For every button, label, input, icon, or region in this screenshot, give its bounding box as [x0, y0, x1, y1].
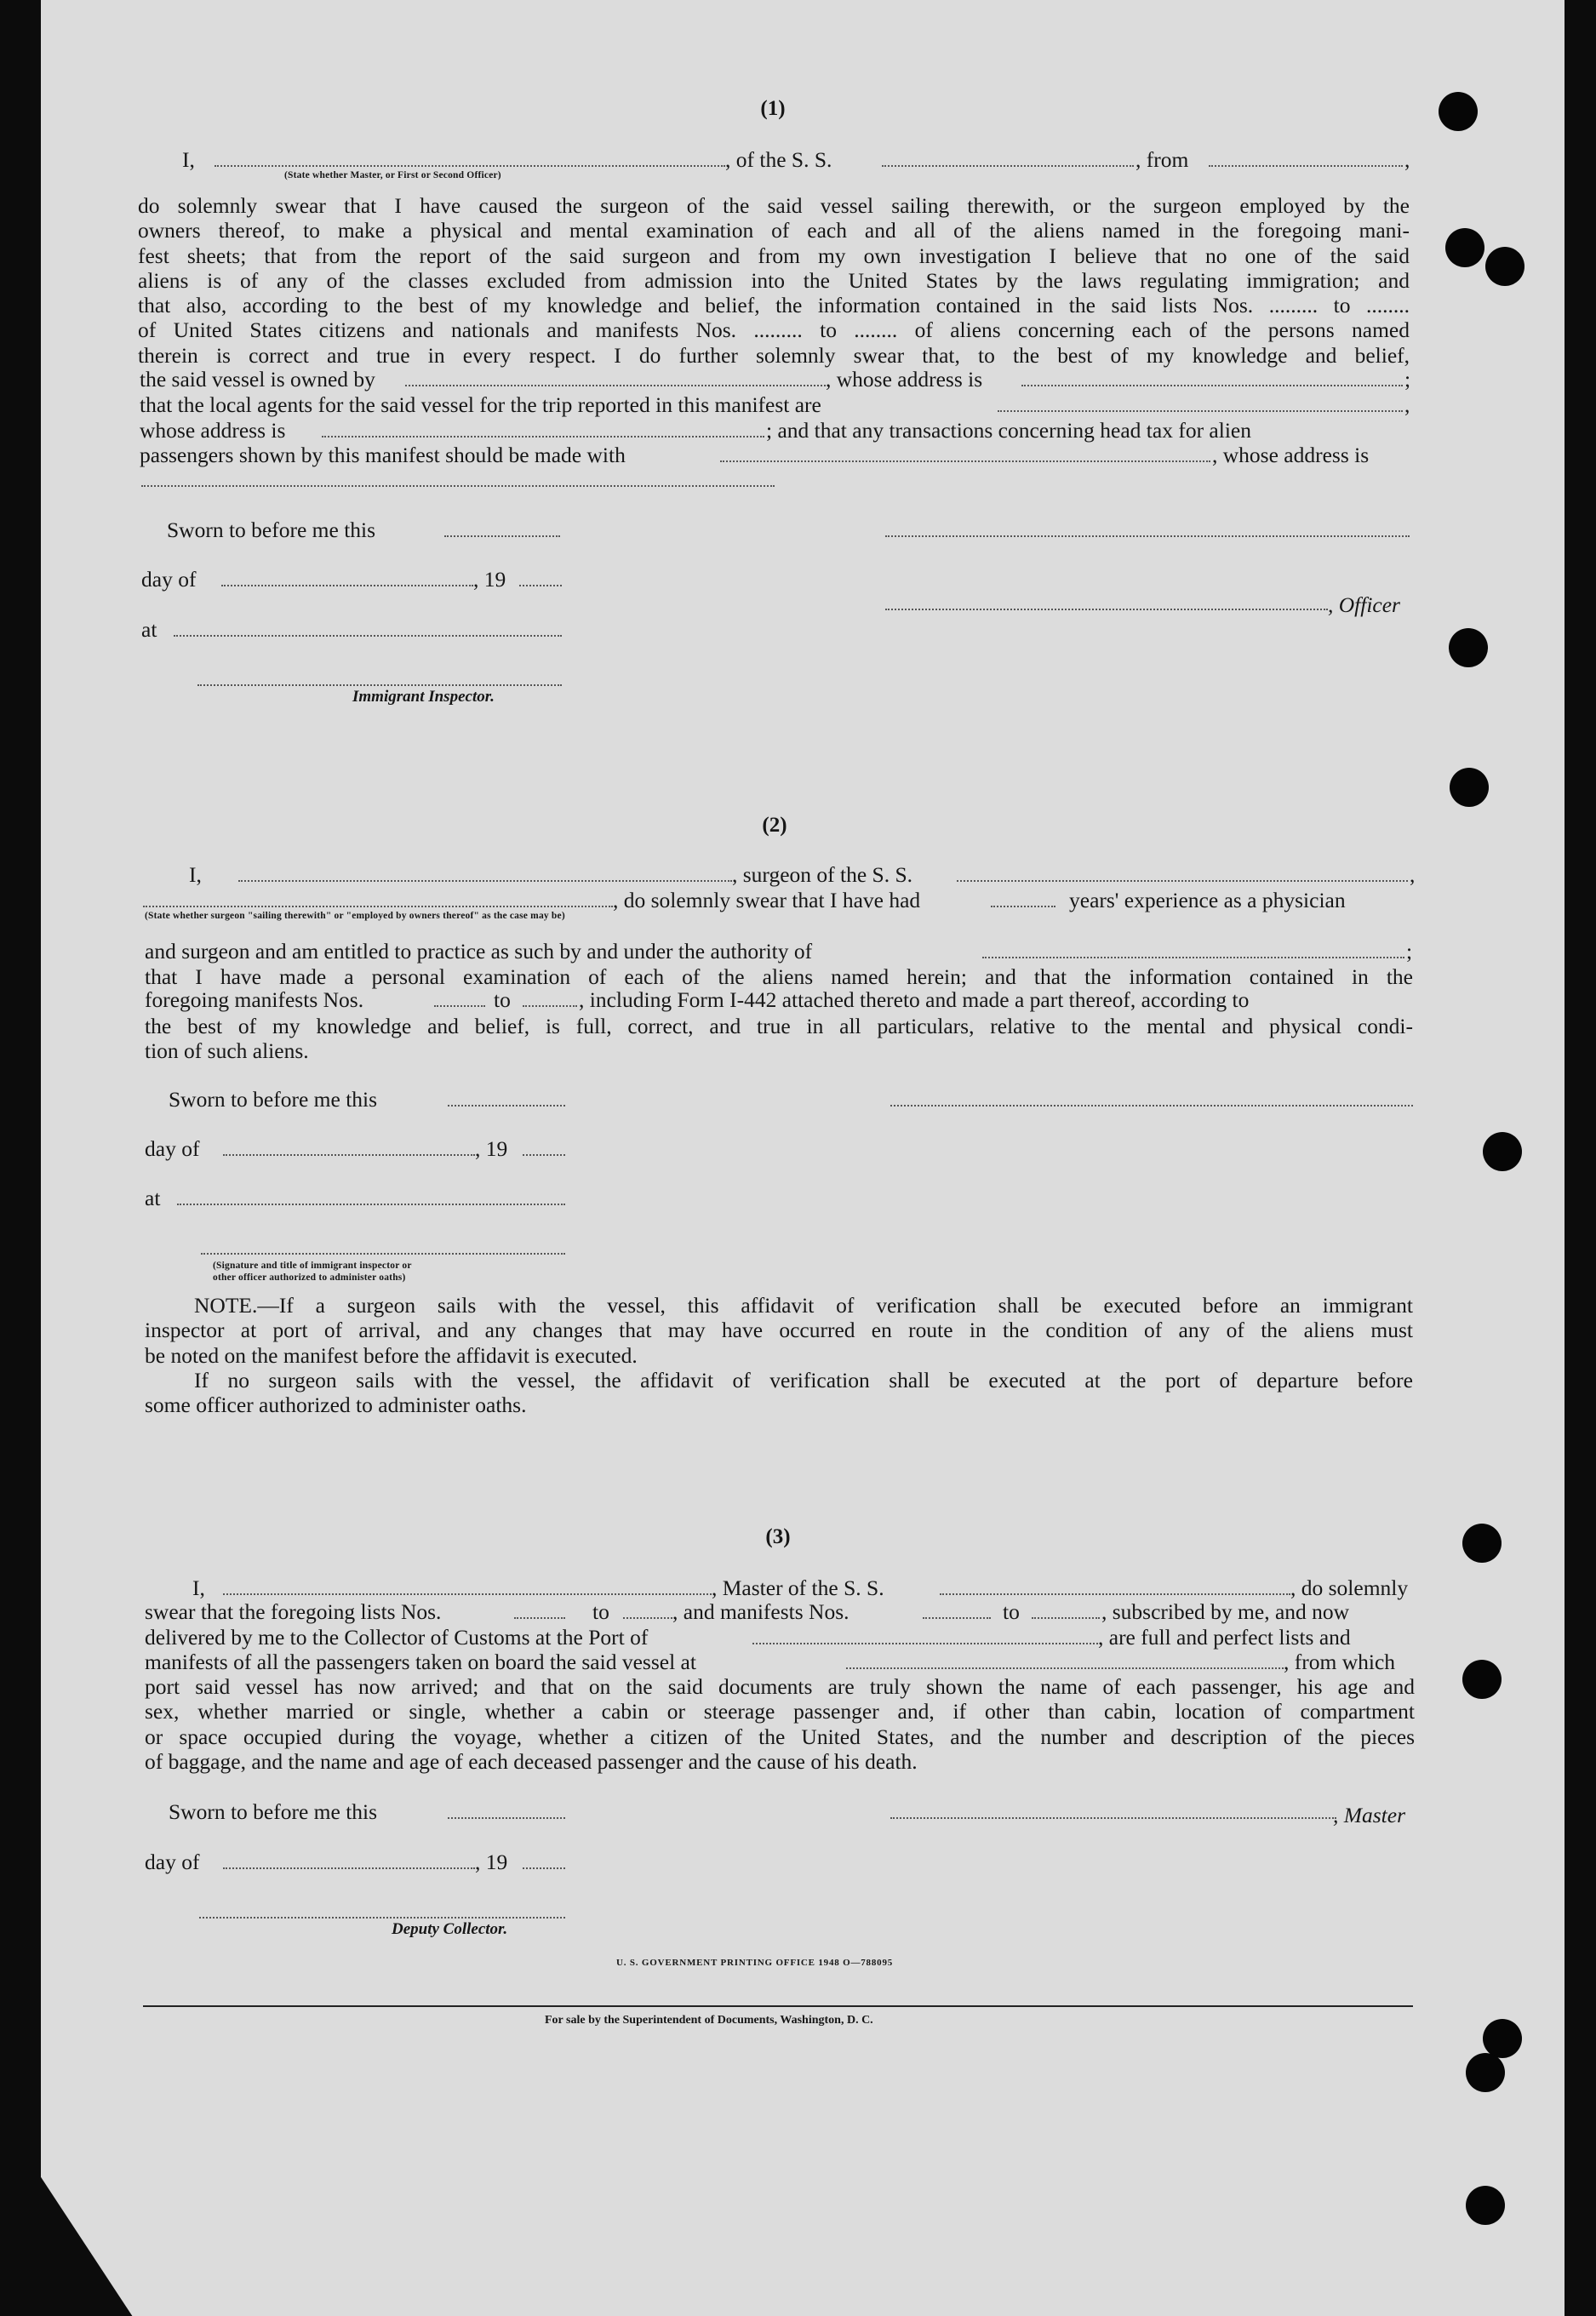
master-signature-field[interactable]: [890, 1817, 1336, 1819]
text-comma: ,: [1410, 862, 1416, 887]
punch-hole: [1485, 247, 1524, 286]
officer-caption: (State whether Master, or First or Second Officer): [284, 170, 501, 180]
text-swear-lists: swear that the foregoing lists Nos.: [145, 1599, 442, 1624]
text-of-ss: , of the S. S.: [725, 147, 832, 172]
body-line: do solemnly swear that I have caused the surgeon of the said vessel sailing therewith, or the surgeon employed by the: [138, 193, 1410, 218]
year-label: , 19: [473, 567, 506, 592]
officer-signature-line-1[interactable]: [885, 535, 1410, 537]
section-1-heading: (1): [760, 97, 786, 120]
body-line: therein is correct and true in every respect. I do further solemnly swear that, to the best of my knowledge and belief,: [138, 342, 1410, 368]
body-line: sex, whether married or single, whether a cabin or steerage passenger and, if other than cabin, location of compartment: [145, 1699, 1415, 1724]
text-do-solemnly: , do solemnly: [1290, 1575, 1409, 1600]
body-line: the best of my knowledge and belief, is full, correct, and true in all particulars, relative to the mental and physical condi-: [145, 1014, 1413, 1038]
sworn-date-field[interactable]: [448, 1817, 565, 1819]
text-to: to: [494, 987, 511, 1012]
master-name-field[interactable]: [215, 165, 725, 167]
surgeon-signature-field[interactable]: [890, 1105, 1413, 1107]
note-line: some officer authorized to administer oaths.: [145, 1392, 527, 1418]
body-line: owners thereof, to make a physical and mental examination of each and all of the aliens named in the foregoing mani-: [138, 218, 1410, 243]
body-line: of United States citizens and nationals and manifests Nos. ......... to ........ of aliens concerning each of the persons named: [138, 317, 1410, 343]
punch-hole: [1466, 2053, 1505, 2092]
year-label: , 19: [475, 1850, 508, 1874]
at-place-field[interactable]: [174, 635, 562, 637]
deputy-signature-field[interactable]: [199, 1917, 565, 1919]
printing-office-imprint: U. S. GOVERNMENT PRINTING OFFICE 1948 O—788095: [616, 1958, 894, 1968]
text-owned-by: the said vessel is owned by: [140, 367, 375, 392]
note-paragraph: [145, 1293, 1413, 1417]
text-to: to: [1003, 1599, 1020, 1624]
manifests-to-field[interactable]: [1032, 1617, 1100, 1619]
vessel-name-field[interactable]: [940, 1593, 1290, 1595]
text-i: I,: [192, 1575, 205, 1600]
text-foregoing-manifests: foregoing manifests Nos.: [145, 987, 364, 1012]
text-semicolon: ;: [1406, 939, 1413, 964]
body-line: of baggage, and the name and age of each deceased passenger and the cause of his death.: [145, 1748, 918, 1774]
signature-caption: other officer authorized to administer oaths): [213, 1272, 406, 1283]
port-field[interactable]: [752, 1643, 1098, 1644]
punch-hole: [1449, 628, 1488, 667]
master-label: , Master: [1333, 1803, 1405, 1827]
text-authority: and surgeon and am entitled to practice as such by and under the authority of: [145, 939, 813, 964]
text-whose-address: , whose address is: [826, 367, 983, 392]
body-line: that also, according to the best of my knowledge and belief, the information contained in the said lists Nos. ......... to ........: [138, 293, 1410, 318]
surgeon-name-field[interactable]: [238, 880, 732, 882]
text-manifests-all: manifests of all the passengers taken on board the said vessel at: [145, 1650, 696, 1674]
year-field[interactable]: [523, 1154, 565, 1156]
sworn-date-field[interactable]: [448, 1105, 565, 1107]
note-label: NOTE.: [194, 1293, 258, 1318]
note-line: inspector at port of arrival, and any changes that may have occurred en route in the condition of any of the aliens must: [145, 1318, 1413, 1343]
owner-field[interactable]: [405, 385, 826, 386]
sworn-label: Sworn to before me this: [167, 518, 376, 542]
footer-rule: [143, 2005, 1413, 2007]
body-line: that I have made a personal examination of each of the aliens named herein; and that the information contained in the: [145, 964, 1413, 989]
manifest-to-field[interactable]: [523, 1005, 577, 1007]
signature-caption: (Signature and title of immigrant inspector or: [213, 1261, 412, 1271]
punch-hole: [1462, 1524, 1502, 1563]
text-passengers: passengers shown by this manifest should be made with: [140, 443, 626, 467]
surgeon-status-caption: (State whether surgeon "sailing therewith" or "employed by owners thereof" as the case may be): [145, 911, 565, 921]
section-1-body: [138, 193, 1410, 368]
for-sale-notice: For sale by the Superintendent of Documents, Washington, D. C.: [545, 2014, 873, 2027]
manifest-from-field[interactable]: [434, 1005, 485, 1007]
text-comma: ,: [1404, 392, 1410, 417]
text-and-manifests: , and manifests Nos.: [672, 1599, 849, 1624]
year-field[interactable]: [519, 585, 562, 586]
punch-hole: [1483, 2019, 1522, 2058]
body-line: fest sheets; that from the report of the said surgeon and from my own investigation I believe that no one of the said: [138, 243, 1410, 268]
note-line: be noted on the manifest before the affidavit is executed.: [145, 1342, 638, 1368]
master-name-field[interactable]: [223, 1593, 712, 1595]
punch-hole: [1450, 768, 1489, 807]
owner-address-field[interactable]: [1021, 385, 1403, 386]
text-local-agents: that the local agents for the said vessel for the trip reported in this manifest are: [140, 392, 821, 417]
body-line: port said vessel has now arrived; and that on the said documents are truly shown the name of each passenger, his age and: [145, 1674, 1415, 1699]
inspector-signature-field[interactable]: [201, 1253, 565, 1255]
text-comma: ,: [1404, 147, 1410, 172]
text-i: I,: [189, 862, 202, 887]
surgeon-status-field[interactable]: [143, 906, 613, 907]
note-line: If no surgeon sails with the vessel, the affidavit of verification shall be executed at the port of departure before: [194, 1367, 1413, 1392]
inspector-signature-field[interactable]: [197, 684, 562, 686]
text-including-form: , including Form I-442 attached thereto and made a part thereof, according to: [579, 987, 1250, 1012]
text-years-experience: years' experience as a physician: [1069, 888, 1346, 912]
vessel-name-field[interactable]: [882, 165, 1134, 167]
section-3-body: [145, 1674, 1415, 1774]
note-line: [145, 1293, 1413, 1318]
port-from-field[interactable]: [1209, 165, 1403, 167]
section-2-heading: (2): [762, 814, 787, 837]
section-2-body-2: [145, 1014, 1413, 1064]
text-solemnly-swear: , do solemnly swear that I have had: [613, 888, 921, 912]
day-of-label: day of: [145, 1136, 200, 1161]
at-label: at: [141, 617, 157, 642]
agents-address-field[interactable]: [322, 436, 764, 437]
boarding-port-field[interactable]: [846, 1667, 1284, 1669]
head-tax-contact-field[interactable]: [720, 460, 1210, 462]
body-line: or space occupied during the voyage, whether a citizen of the United States, and the number and description of the pieces: [145, 1724, 1415, 1749]
sworn-date-field[interactable]: [444, 535, 560, 537]
officer-signature-line-2[interactable]: [885, 609, 1328, 610]
punch-hole: [1466, 2186, 1505, 2225]
at-label: at: [145, 1186, 161, 1210]
text-whose-address: , whose address is: [1212, 443, 1370, 467]
text-from-which: , from which: [1284, 1650, 1396, 1674]
day-of-field[interactable]: [223, 1154, 475, 1156]
body-line: aliens is of any of the classes excluded from admission into the United States by the laws regulating immigration; and: [138, 267, 1410, 293]
text-subscribed: , subscribed by me, and now: [1101, 1599, 1350, 1624]
text-surgeon-of-ss: , surgeon of the S. S.: [732, 862, 913, 887]
text-full-perfect: , are full and perfect lists and: [1098, 1625, 1351, 1650]
note-text: —If a surgeon sails with the vessel, this affidavit of verification shall be executed before an immigrant: [257, 1293, 1413, 1318]
local-agents-field[interactable]: [998, 410, 1403, 412]
sworn-label: Sworn to before me this: [169, 1087, 378, 1112]
manifests-from-field[interactable]: [923, 1617, 991, 1619]
text-semicolon: ;: [1404, 367, 1411, 392]
punch-hole: [1445, 228, 1484, 267]
officer-label: , Officer: [1328, 592, 1400, 617]
years-experience-field[interactable]: [991, 906, 1055, 907]
sworn-label: Sworn to before me this: [169, 1799, 378, 1824]
day-of-label: day of: [145, 1850, 200, 1874]
body-line: tion of such aliens.: [145, 1038, 309, 1064]
section-3-heading: (3): [765, 1525, 791, 1548]
punch-hole: [1462, 1660, 1502, 1699]
at-place-field[interactable]: [177, 1204, 565, 1205]
day-of-field[interactable]: [221, 585, 473, 586]
day-of-field[interactable]: [223, 1867, 475, 1869]
text-to: to: [592, 1599, 609, 1624]
text-head-tax: ; and that any transactions concerning head tax for alien: [766, 418, 1251, 443]
lists-to-field[interactable]: [623, 1617, 672, 1619]
text-from: , from: [1136, 147, 1189, 172]
head-tax-address-field[interactable]: [141, 485, 775, 487]
text-whose-address: whose address is: [140, 418, 286, 443]
year-field[interactable]: [523, 1867, 565, 1869]
vessel-name-field[interactable]: [957, 880, 1408, 882]
text-delivered: delivered by me to the Collector of Customs at the Port of: [145, 1625, 649, 1650]
deputy-caption: Deputy Collector.: [392, 1920, 508, 1938]
lists-from-field[interactable]: [514, 1617, 565, 1619]
section-2-body-1: [145, 964, 1413, 989]
inspector-caption: Immigrant Inspector.: [352, 688, 495, 706]
punch-hole: [1439, 92, 1478, 131]
day-of-label: day of: [141, 567, 197, 592]
authority-field[interactable]: [982, 957, 1404, 958]
punch-hole: [1483, 1132, 1522, 1171]
text-master-of-ss: , Master of the S. S.: [712, 1575, 884, 1600]
year-label: , 19: [475, 1136, 508, 1161]
text-i: I,: [182, 147, 195, 172]
